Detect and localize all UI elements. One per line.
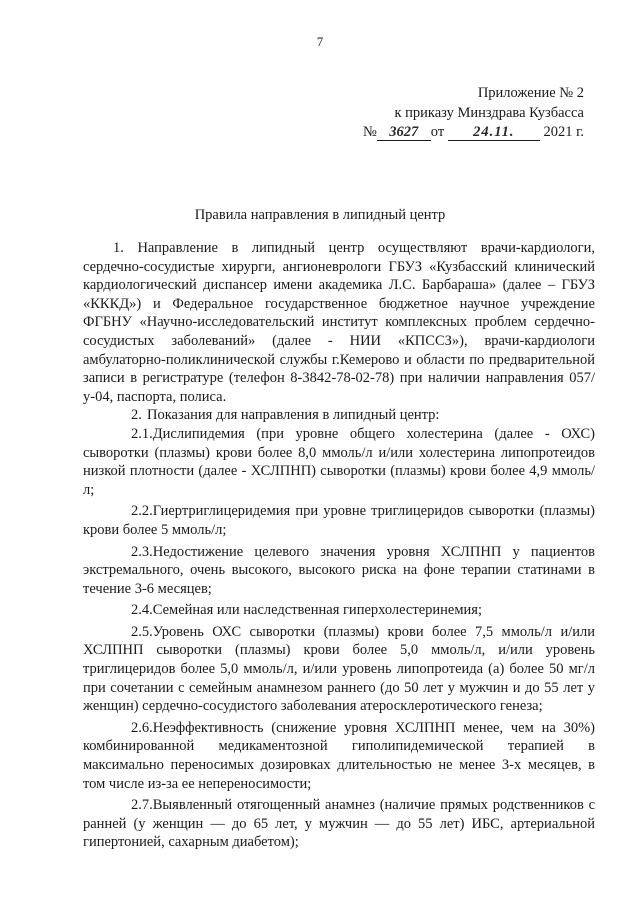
- section-1-text: Направление в липидный центр осуществляют врачи-кардиологи, сердечно-сосудистые хирурги, ангионеврологи ГБУЗ «Кузбасский клинический кардиологический диспансер имени академика Л.С. Барбараша» (далее – ГБУЗ «КККД») и Федеральное государственное бюджетное научное учреждение ФГБНУ «Научно-исследовательский институт комплексных проблем сердечно-сосудистых заболеваний» (далее - НИИ «КПССЗ»), врачи-кардиологи амбулаторно-поликлинической службы г.Кемерово и области по предварительной записи в регистратуре (телефон 8-3842-78-02-78) при наличии направления 057/у-04, паспорта, полиса.: [83, 240, 596, 405]
- subitem-number: 2.1.: [131, 425, 153, 442]
- subitem-number: 2.7.: [131, 797, 153, 814]
- section-2: [83, 406, 595, 425]
- subitem-2-4: [83, 601, 595, 620]
- subitem-text: Недостижение целевого значения уровня ХСЛПНП у пациентов экстремального, очень высокого, высокого риска на фоне терапии статинами в течение 3-6 месяцев;: [83, 543, 595, 597]
- section-2-number: 2.: [131, 407, 142, 424]
- page-number: 7: [316, 34, 324, 49]
- subitem-text: Выявленный отягощенный анамнез (наличие прямых родственников с ранней (у женщин — до 65 лет, у мужчин — до 55 лет) ИБС, артериальной гипертонией, сахарным диабетом);: [83, 797, 595, 851]
- subitem-number: 2.3.: [131, 543, 153, 560]
- subitem-text: Уровень ОХС сыворотки (плазмы) крови более 7,5 ммоль/л и/или ХСЛПНП сыворотки (плазмы) крови более 5,0 ммоль/л, и/или уровень триглицеридов более 5,0 ммоль/л, и/или уровень липопротеида (а) более 50 мг/л при сочетании с семейным анамнезом раннего (до 50 лет у мужчин и до 55 лет у женщин) сердечно-сосудистого заболевания атеросклеротического генеза;: [83, 623, 595, 715]
- order-year: 2021 г.: [543, 124, 584, 140]
- appendix-title: Приложение № 2: [477, 85, 584, 101]
- section-2-text: Показания для направления в липидный центр:: [147, 407, 440, 424]
- subitem-2-1: [83, 425, 595, 499]
- subitem-text: Гиертриглицеридемия при уровне триглицеридов сыворотки (плазмы) крови более 5 ммоль/л;: [83, 503, 595, 538]
- section-1-number: 1.: [113, 240, 124, 256]
- order-date-handwritten: 24.11.: [448, 124, 540, 141]
- subitem-text: Семейная или наследственная гиперхолестеринемия;: [152, 602, 482, 619]
- subitem-number: 2.6.: [131, 719, 153, 736]
- appendix-order-ref: к приказу Минздрава Кузбасса: [394, 104, 584, 121]
- subitem-2-7: [83, 796, 595, 852]
- subitem-2-5: [83, 623, 595, 716]
- order-from-label: от: [430, 124, 445, 140]
- subitem-2-3: [83, 543, 595, 599]
- subitem-number: 2.2.: [131, 503, 153, 520]
- order-number-prefix: №: [362, 124, 377, 140]
- document-title: Правила направления в липидный центр: [194, 207, 446, 223]
- section-1: [83, 239, 595, 406]
- order-number-line: [363, 123, 584, 143]
- subitem-2-2: [83, 502, 595, 539]
- document-body: [83, 239, 595, 852]
- subitem-number: 2.5.: [131, 623, 153, 640]
- subitem-text: Неэффективность (снижение уровня ХСЛПНП менее, чем на 30%) комбинированной медикаментозной гиполипидемической терапией в максимально переносимых дозировках длительностью не менее 3-х месяцев, в том числе из-за ее непереносимости;: [83, 719, 595, 792]
- subitem-2-6: [83, 719, 595, 793]
- order-number-handwritten: 3627: [377, 124, 431, 141]
- subitem-text: Дислипидемия (при уровне общего холестерина (далее - ОХС) сыворотки (плазмы) крови более 8,0 ммоль/л и/или холестерина липопротеидов низкой плотности (далее - ХСЛПНП) сыворотки (плазмы) крови более 4,9 ммоль/л;: [83, 425, 595, 498]
- appendix-header: [363, 84, 584, 143]
- subitem-number: 2.4.: [131, 602, 153, 619]
